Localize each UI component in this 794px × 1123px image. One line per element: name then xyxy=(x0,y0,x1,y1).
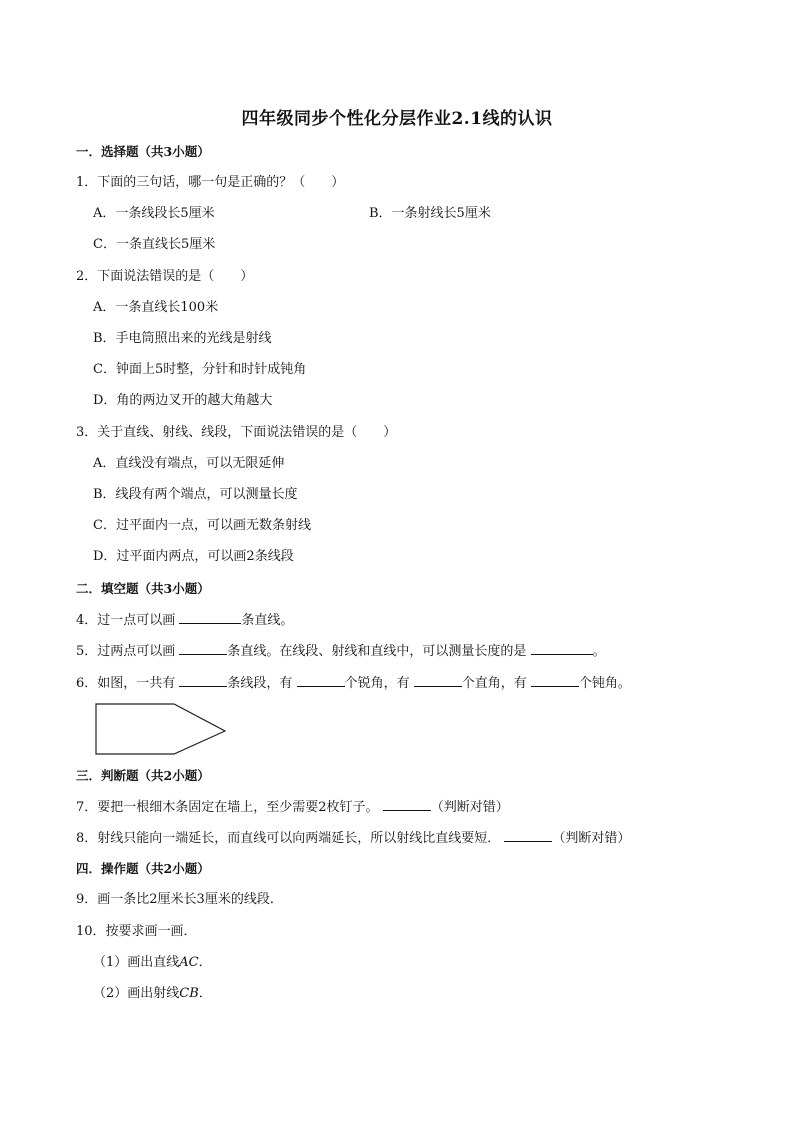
q1-option-a: A．一条线段长5厘米 xyxy=(93,206,215,221)
q6-text-4: 个直角，有 xyxy=(461,676,527,691)
q10-stem: 10．按要求画一画． xyxy=(76,924,197,939)
q2-option-d: D．角的两边叉开的越大角越大 xyxy=(93,393,273,408)
q9: 9．画一条比2厘米长3厘米的线段． xyxy=(76,892,283,907)
q10-item-1-var: AC xyxy=(179,955,199,970)
q6-text-3: 个锐角，有 xyxy=(344,676,410,691)
q7 xyxy=(76,798,509,817)
q1-stem: 1．下面的三句话，哪一句是正确的？（ ） xyxy=(76,175,345,190)
answer-blank[interactable] xyxy=(179,642,227,655)
q3-stem: 3．关于直线、射线、线段，下面说法错误的是（ ） xyxy=(76,425,397,440)
q1-option-c: C．一条直线长5厘米 xyxy=(93,237,216,252)
q3-option-c: C．过平面内一点，可以画无数条射线 xyxy=(93,518,311,533)
q8-text-2: （判断对错） xyxy=(552,831,631,846)
q3-option-b: B．线段有两个端点，可以测量长度 xyxy=(93,487,298,502)
q6 xyxy=(76,674,631,693)
answer-blank[interactable] xyxy=(531,674,579,687)
pentagon-figure xyxy=(94,702,228,756)
section-choice: 一．选择题（共3小题） xyxy=(76,144,210,159)
q5-text-2: 条直线。在线段、射线和直线中，可以测量长度的是 xyxy=(227,644,527,659)
q5-text-3: 。 xyxy=(592,644,606,659)
answer-blank[interactable] xyxy=(179,611,241,624)
answer-blank[interactable] xyxy=(383,798,431,811)
q5-text-1: 5．过两点可以画 xyxy=(76,644,176,659)
q10-item-1-end: ． xyxy=(198,955,212,970)
q4-text-1: 4．过一点可以画 xyxy=(76,613,176,628)
q2-option-c: C．钟面上5时整，分针和时针成钝角 xyxy=(93,362,307,377)
answer-blank[interactable] xyxy=(504,829,552,842)
answer-blank[interactable] xyxy=(414,674,462,687)
q2-option-b: B．手电筒照出来的光线是射线 xyxy=(93,331,272,346)
q8-text-1: 8．射线只能向一端延长，而直线可以向两端延长，所以射线比直线要短． xyxy=(76,831,501,846)
q10-item-2 xyxy=(93,985,212,1003)
q6-text-1: 6．如图，一共有 xyxy=(76,676,176,691)
q10-item-2-end: ． xyxy=(198,986,212,1001)
q6-text-5: 个钝角。 xyxy=(578,676,631,691)
q5 xyxy=(76,642,606,661)
q2-option-a: A．一条直线长100米 xyxy=(93,300,219,315)
q1-option-b: B．一条射线长5厘米 xyxy=(369,206,491,221)
q4-text-2: 条直线。 xyxy=(241,613,294,628)
q3-option-d: D．过平面内两点，可以画2条线段 xyxy=(93,549,294,564)
q10-item-1-text: （1）画出直线 xyxy=(93,955,180,970)
section-fill-blank: 二．填空题（共3小题） xyxy=(76,581,210,596)
document-title: 四年级同步个性化分层作业2.1线的认识 xyxy=(241,109,553,129)
answer-blank[interactable] xyxy=(297,674,345,687)
q3-option-a: A．直线没有端点，可以无限延伸 xyxy=(93,456,285,471)
q8 xyxy=(76,829,630,848)
q4 xyxy=(76,611,293,630)
q10-item-2-text: （2）画出射线 xyxy=(93,986,180,1001)
answer-blank[interactable] xyxy=(179,674,227,687)
q6-text-2: 条线段，有 xyxy=(227,676,293,691)
q10-item-1 xyxy=(93,954,212,972)
q7-text-2: （判断对错） xyxy=(430,800,509,815)
section-operation: 四．操作题（共2小题） xyxy=(76,861,210,876)
q10-item-2-var: CB xyxy=(179,986,199,1001)
answer-blank[interactable] xyxy=(531,642,593,655)
q7-text-1: 7．要把一根细木条固定在墙上，至少需要2枚钉子。 xyxy=(76,800,379,815)
q2-stem: 2．下面说法错误的是（ ） xyxy=(76,269,254,284)
section-true-false: 三．判断题（共2小题） xyxy=(76,768,210,783)
